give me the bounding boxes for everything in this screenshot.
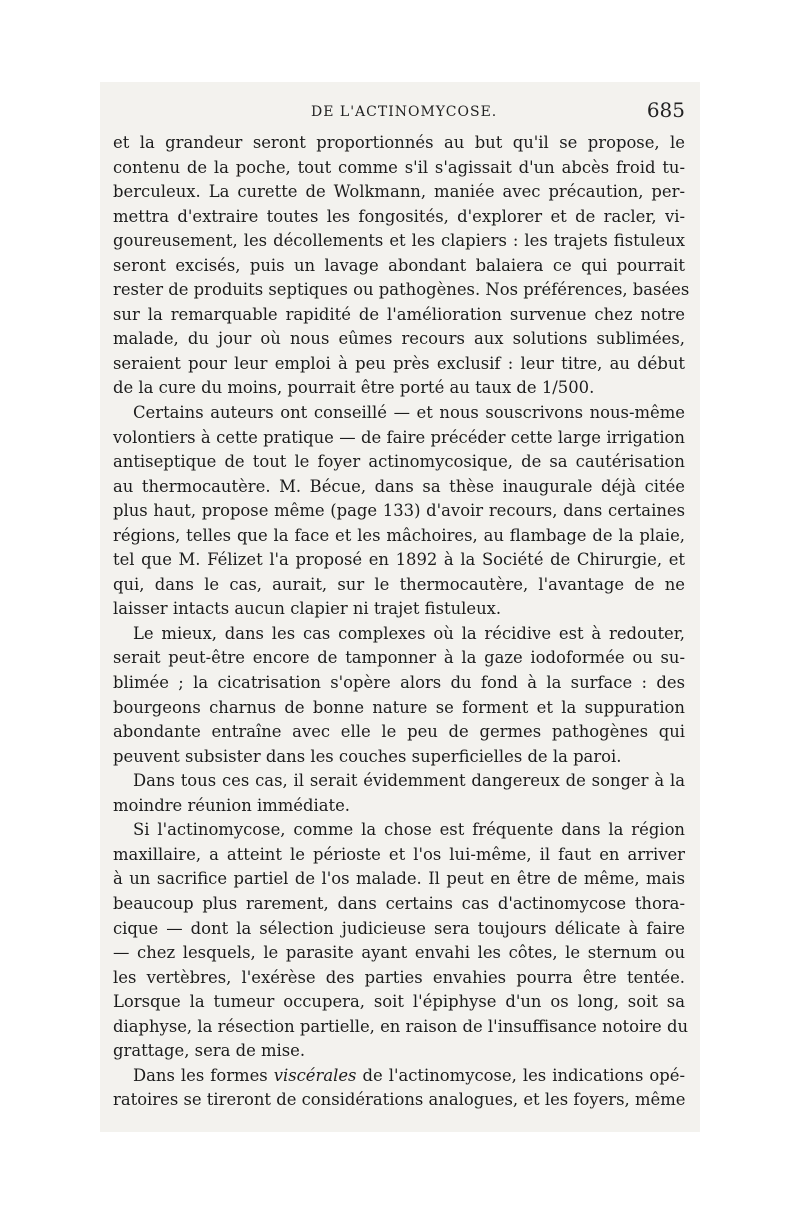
- body-text: [113, 131, 690, 1113]
- text-line: Le mieux, dans les cas complexes où la récidive est à redouter,: [133, 623, 685, 643]
- text-line: rester de produits septiques ou pathogènes. Nos préférences, basées: [113, 280, 690, 300]
- text-line: mettra d'extraire toutes les fongosités, d'explorer et de racler, vi-: [113, 206, 685, 226]
- text-line: Si l'actinomycose, comme la chose est fréquente dans la région: [133, 820, 685, 840]
- text-line: ratoires se tireront de considérations analogues, et les foyers, même: [113, 1090, 686, 1110]
- text-line: — chez lesquels, le parasite ayant envahi les côtes, le sternum ou: [113, 943, 685, 963]
- text-line: tel que M. Félizet l'a proposé en 1892 à la Société de Chirurgie, et: [113, 550, 685, 570]
- text-line: bourgeons charnus de bonne nature se forment et la suppuration: [113, 697, 685, 717]
- text-line: régions, telles que la face et les mâchoires, au flambage de la plaie,: [113, 525, 685, 545]
- text-line: et la grandeur seront proportionnés au but qu'il se propose, le: [113, 133, 685, 152]
- text-line: les vertèbres, l'exérèse des parties envahies pourra être tentée.: [113, 967, 685, 987]
- text-line: goureusement, les décollements et les clapiers : les trajets fistuleux: [113, 231, 685, 251]
- text-line: maxillaire, a atteint le périoste et l'os lui-même, il faut en arriver: [113, 844, 685, 864]
- text-line: malade, du jour où nous eûmes recours aux solutions sublimées,: [113, 329, 685, 349]
- text-line: sur la remarquable rapidité de l'amélioration survenue chez notre: [113, 304, 685, 324]
- text-line: blimée ; la cicatrisation s'opère alors du fond à la surface : des: [113, 673, 685, 693]
- paragraph: [113, 131, 690, 401]
- text-line: plus haut, propose même (page 133) d'avoir recours, dans certaines: [113, 501, 685, 521]
- text-line: laisser intacts aucun clapier ni trajet fistuleux.: [113, 599, 502, 619]
- text-line: au thermocautère. M. Bécue, dans sa thèse inaugurale déjà citée: [113, 476, 685, 496]
- text-line: diaphyse, la résection partielle, en raison de l'insuffisance notoire du: [113, 1016, 689, 1036]
- paragraph: [113, 769, 685, 818]
- text-line: qui, dans le cas, aurait, sur le thermocautère, l'avantage de ne: [113, 574, 685, 594]
- text-line: Dans les formes viscérales de l'actinomycose, les indications opé-: [133, 1065, 685, 1085]
- text-line: peuvent subsister dans les couches superficielles de la paroi.: [113, 746, 622, 766]
- text-line: Lorsque la tumeur occupera, soit l'épiphyse d'un os long, soit sa: [113, 992, 685, 1012]
- text-line: abondante entraîne avec elle le peu de germes pathogènes qui: [113, 722, 685, 742]
- running-head: [113, 98, 685, 128]
- running-head-title: DE L'ACTINOMYCOSE.: [311, 104, 498, 120]
- text-line: contenu de la poche, tout comme s'il s'agissait d'un abcès froid tu-: [113, 157, 685, 177]
- text-line: seront excisés, puis un lavage abondant balaiera ce qui pourrait: [113, 255, 685, 275]
- text-line: serait peut-être encore de tamponner à la gaze iodoformée ou su-: [113, 648, 685, 668]
- text-line: cique — dont la sélection judicieuse sera toujours délicate à faire: [113, 918, 685, 938]
- text-line: beaucoup plus rarement, dans certains cas d'actinomycose thora-: [113, 893, 685, 913]
- text-line: de la cure du moins, pourrait être porté au taux de 1/500.: [113, 378, 595, 398]
- text-line: berculeux. La curette de Wolkmann, maniée avec précaution, per-: [113, 182, 685, 202]
- paragraph: [113, 401, 685, 622]
- text-line: Dans tous ces cas, il serait évidemment dangereux de songer à la: [133, 771, 685, 791]
- text-line: grattage, sera de mise.: [113, 1041, 306, 1061]
- text-line: moindre réunion immédiate.: [113, 795, 350, 815]
- text-line: seraient pour leur emploi à peu près exclusif : leur titre, au début: [113, 353, 685, 373]
- text-line: à un sacrifice partiel de l'os malade. Il peut en être de même, mais: [113, 869, 685, 889]
- text-line: antiseptique de tout le foyer actinomycosique, de sa cautérisation: [113, 452, 685, 472]
- italic-word: viscérales: [273, 1065, 357, 1085]
- paragraph: [113, 818, 689, 1063]
- paragraph: [113, 622, 685, 769]
- paragraph: [113, 1064, 685, 1113]
- text-line: volontiers à cette pratique — de faire précéder cette large irrigation: [113, 427, 685, 447]
- text-line: Certains auteurs ont conseillé — et nous souscrivons nous-même: [133, 403, 685, 423]
- page-number: 685: [646, 98, 685, 122]
